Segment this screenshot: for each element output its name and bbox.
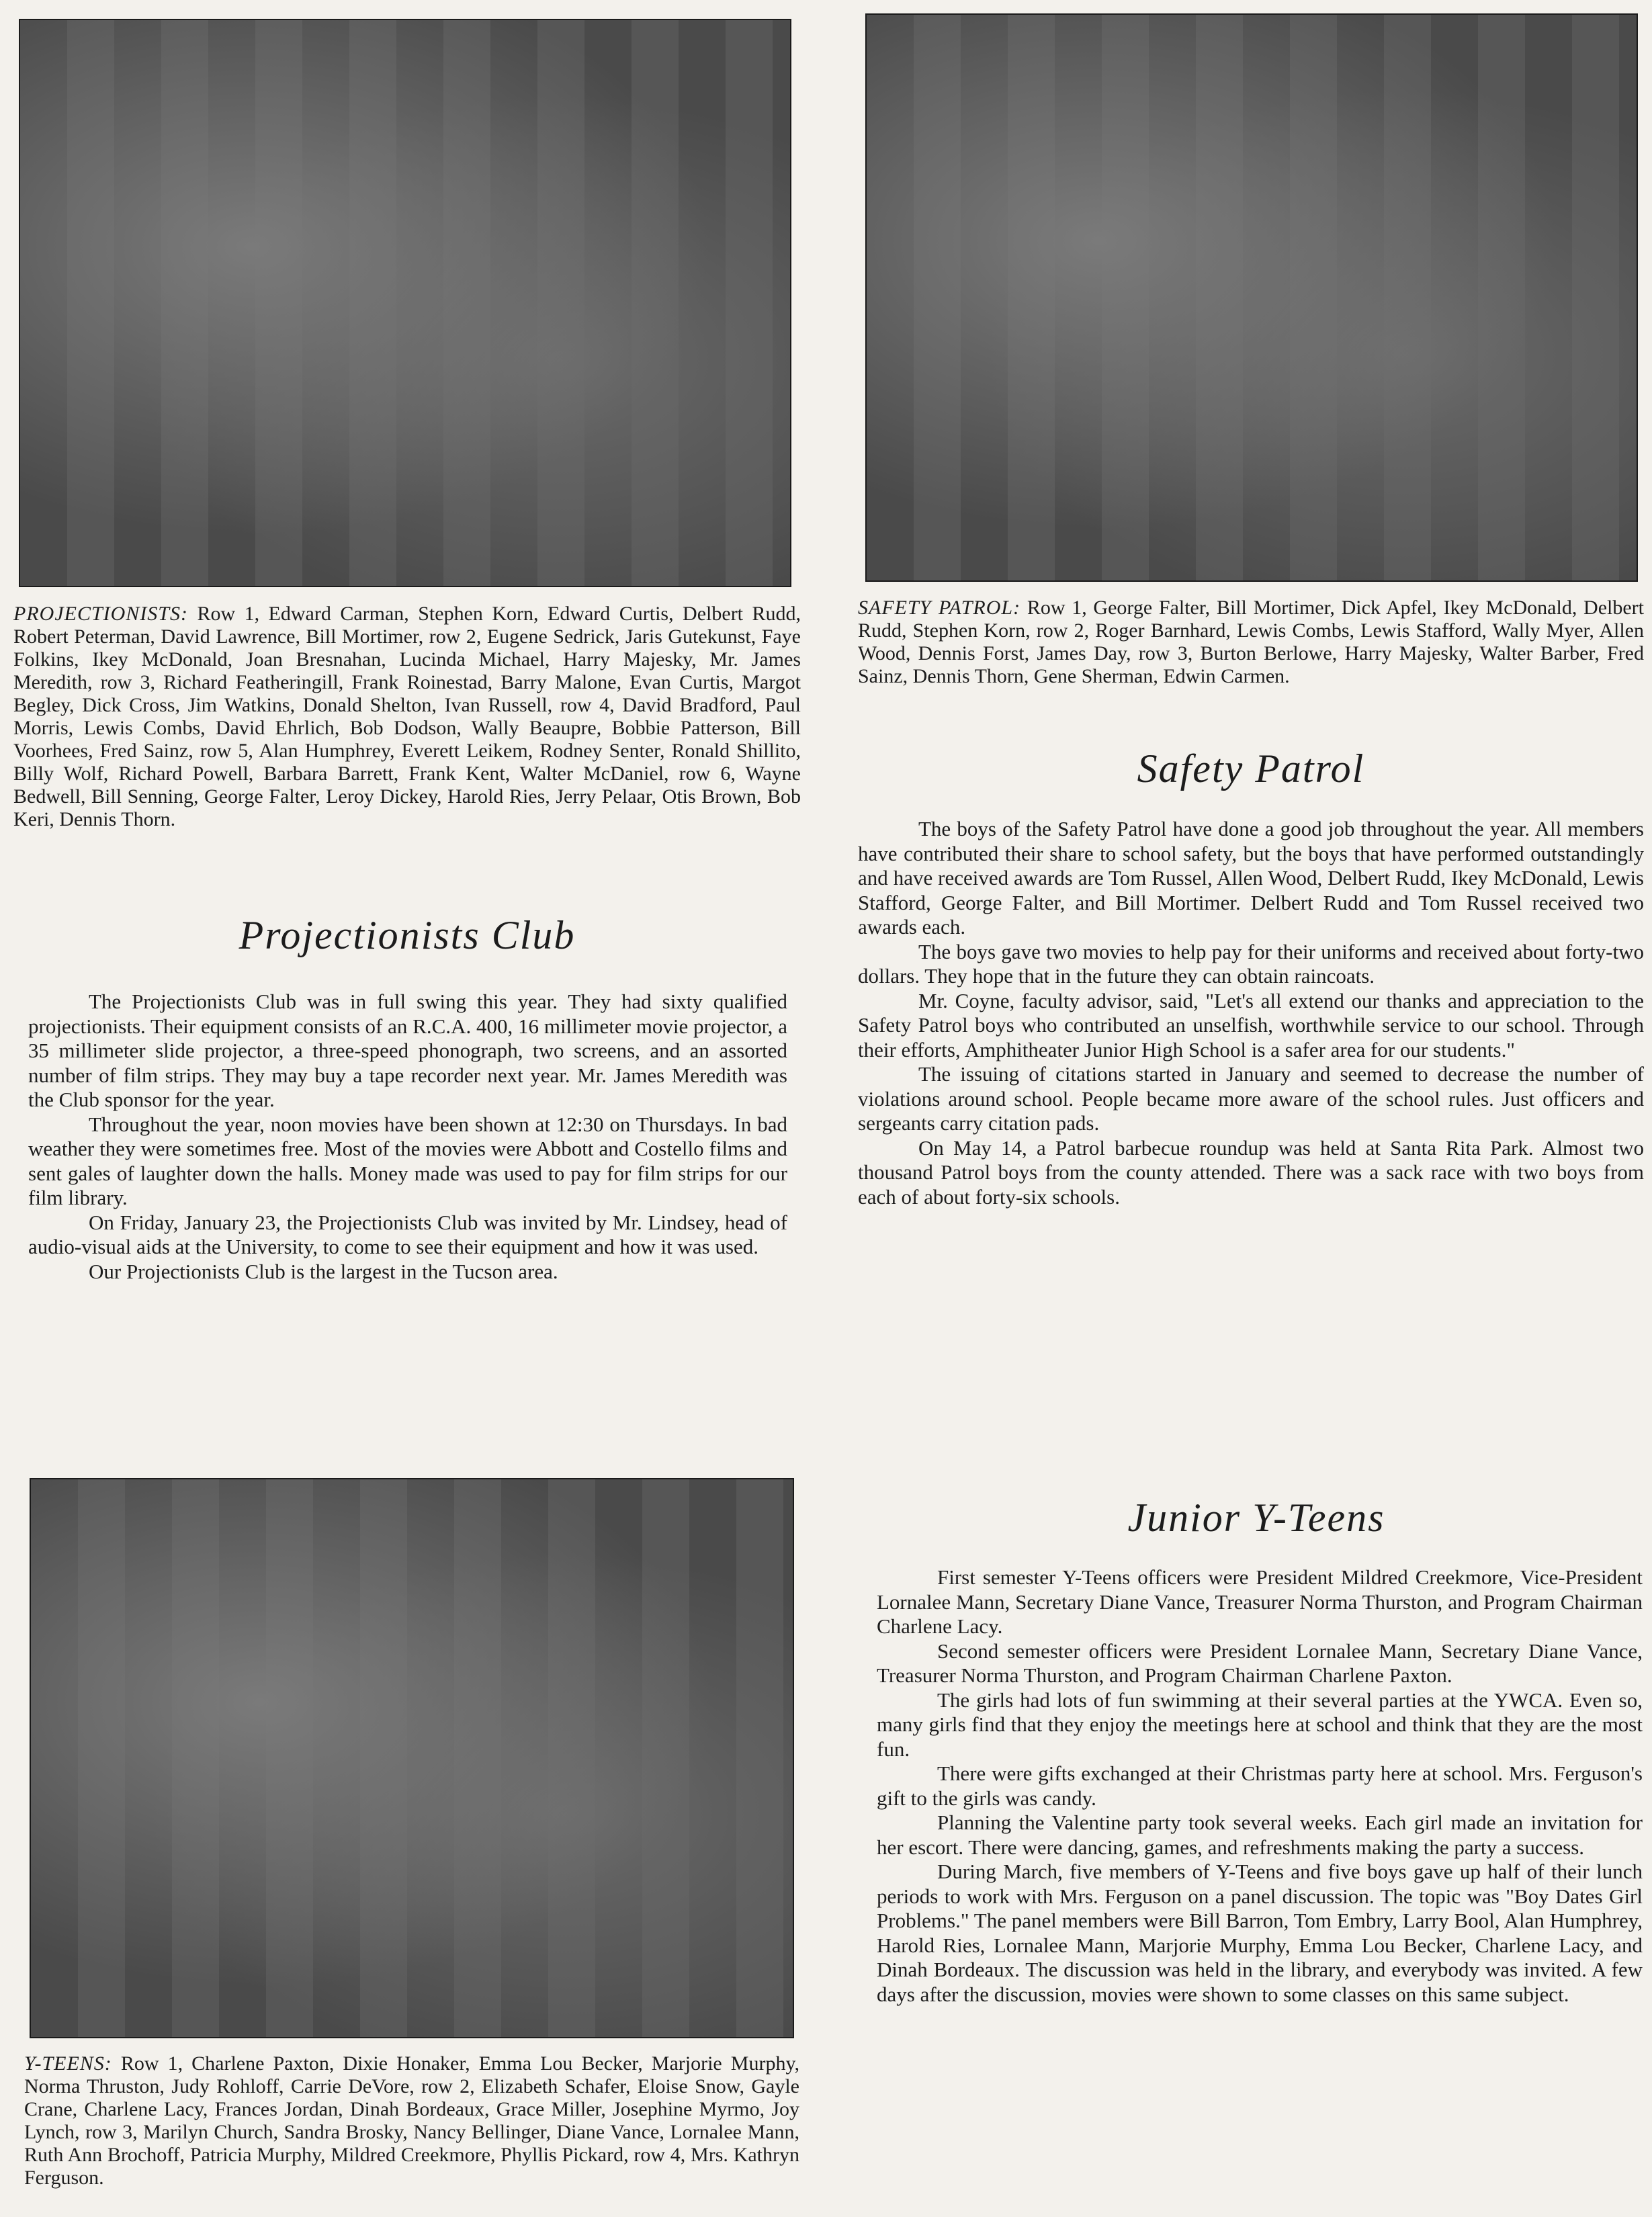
safety-patrol-paragraph-5: On May 14, a Patrol barbecue roundup was held at Santa Rita Park. Almost two thousand Patrol boys from the county attended. There was a sack race with two boys from each of about forty-six schools.	[858, 1135, 1644, 1209]
safety-patrol-heading: Safety Patrol	[1137, 746, 1365, 791]
y-teens-caption	[24, 2052, 799, 2189]
y-teens-caption-text: Row 1, Charlene Paxton, Dixie Honaker, Emma Lou Becker, Marjorie Murphy, Norma Thruston, Judy Rohloff, Carrie DeVore, row 2, Elizabeth Schafer, Eloise Snow, Gayle Crane, Charlene Lacy, Frances Jordan, Dinah Bordeaux, Grace Miller, Josephine Myrmo, Joy Lynch, row 3, Marilyn Church, Sandra Brosky, Nancy Bellinger, Diane Vance, Lornalee Mann, Ruth Ann Brochoff, Patricia Murphy, Mildred Creekmore, Phyllis Pickard, row 4, Mrs. Kathryn Ferguson.	[24, 2052, 799, 2189]
safety-patrol-caption-label: SAFETY PATROL:	[858, 597, 1021, 619]
projectionists-caption-text: Row 1, Edward Carman, Stephen Korn, Edward Curtis, Delbert Rudd, Robert Peterman, David Lawrence, Bill Mortimer, row 2, Eugene Sedrick, Jaris Gutekunst, Faye Folkins, Ikey McDonald, Joan Bresnahan, Lucinda Michael, Harry Majesky, Mr. James Meredith, row 3, Richard Featheringill, Frank Roinestad, Barry Malone, Evan Curtis, Margot Begley, Dick Cross, Jim Watkins, Donald Shelton, Ivan Russell, row 4, David Bradford, Paul Morris, Lewis Combs, David Ehrlich, Bob Dodson, Wally Beaupre, Bobbie Patterson, Bill Voorhees, Fred Sainz, row 5, Alan Humphrey, Everett Leikem, Rodney Senter, Ronald Shillito, Billy Wolf, Richard Powell, Barbara Barrett, Frank Kent, Walter McDaniel, row 6, Wayne Bedwell, Bill Senning, George Falter, Leroy Dickey, Harold Ries, Jerry Pelaar, Otis Brown, Bob Keri, Dennis Thorn.	[13, 603, 801, 830]
safety-patrol-paragraph-2: The boys gave two movies to help pay for their uniforms and received about forty-two dollars. They hope that in the future they can obtain raincoats.	[858, 939, 1644, 988]
y-teens-caption-label: Y-TEENS:	[24, 2052, 112, 2075]
projectionists-paragraph-1: The Projectionists Club was in full swing this year. They had sixty qualified projectionists. Their equipment consists of an R.C.A. 400, 16 millimeter movie projector, a 35 millimeter slide projector, a three-speed phonograph, two screens, and an assorted number of film strips. They may buy a tape recorder next year. Mr. James Meredith was the Club sponsor for the year.	[28, 990, 787, 1111]
projectionists-caption-label: PROJECTIONISTS:	[13, 603, 188, 625]
projectionists-caption	[13, 603, 801, 831]
projectionists-body	[28, 990, 787, 1284]
y-teens-paragraph-4: There were gifts exchanged at their Christmas party here at school. Mrs. Ferguson's gift to the girls was candy.	[877, 1762, 1643, 1810]
safety-patrol-caption-text: Row 1, George Falter, Bill Mortimer, Dick Apfel, Ikey McDonald, Delbert Rudd, Stephen Korn, row 2, Roger Barnhard, Lewis Combs, Lewis Stafford, Wally Myer, Allen Wood, Dennis Forst, James Day, row 3, Burton Berlowe, Harry Majesky, Walter Barber, Fred Sainz, Dennis Thorn, Gene Sherman, Edwin Carmen.	[858, 597, 1645, 687]
projectionists-heading: Projectionists Club	[238, 913, 576, 957]
projectionists-photo	[19, 19, 791, 587]
y-teens-paragraph-2: Second semester officers were President Lornalee Mann, Secretary Diane Vance, Treasurer Norma Thurston, and Program Chairman Charlene Paxton.	[877, 1639, 1643, 1687]
y-teens-heading: Junior Y-Teens	[1127, 1495, 1385, 1540]
y-teens-paragraph-1: First semester Y-Teens officers were President Mildred Creekmore, Vice-President Lornalee Mann, Secretary Diane Vance, Treasurer Norma Thurston, and Program Chairman Charlene Lacy.	[877, 1565, 1643, 1638]
projectionists-paragraph-3: On Friday, January 23, the Projectionists Club was invited by Mr. Lindsey, head of audio-visual aids at the University, to come to see their equipment and how it was used.	[28, 1210, 787, 1258]
safety-patrol-paragraph-1: The boys of the Safety Patrol have done a good job throughout the year. All members have contributed their share to school safety, but the boys that have performed outstandingly and have received awards are Tom Russel, Allen Wood, Delbert Rudd, Ikey McDonald, Lewis Stafford, George Falter, and Bill Mortimer. Delbert Rudd and Tom Russel received two awards each.	[858, 817, 1644, 939]
y-teens-photo	[30, 1478, 794, 2038]
safety-patrol-body	[858, 817, 1644, 1209]
safety-patrol-paragraph-3: Mr. Coyne, faculty advisor, said, "Let's all extend our thanks and appreciation to the Safety Patrol boys who contributed an unselfish, worthwhile service to our school. Through their efforts, Amphitheater Junior High School is a safer area for our students."	[858, 988, 1644, 1061]
safety-patrol-caption	[858, 597, 1644, 688]
y-teens-body	[877, 1565, 1643, 2007]
y-teens-paragraph-3: The girls had lots of fun swimming at their several parties at the YWCA. Even so, many girls find that they enjoy the meetings here at school and think that they are the most fun.	[877, 1688, 1643, 1761]
y-teens-paragraph-5: Planning the Valentine party took several weeks. Each girl made an invitation for her escort. There were dancing, games, and refreshments making the party a success.	[877, 1811, 1643, 1859]
projectionists-paragraph-4: Our Projectionists Club is the largest in the Tucson area.	[89, 1259, 558, 1283]
safety-patrol-paragraph-4: The issuing of citations started in January and seemed to decrease the number of violations around school. People became more aware of the school rules. Just officers and sergeants carry citation pads.	[858, 1062, 1644, 1135]
safety-patrol-photo	[865, 13, 1638, 582]
projectionists-paragraph-2: Throughout the year, noon movies have been shown at 12:30 on Thursdays. In bad weather they were sometimes free. Most of the movies were Abbott and Costello films and sent gales of laughter down the halls. Money made was used to pay for film strips for our film library.	[28, 1112, 787, 1209]
y-teens-paragraph-6: During March, five members of Y-Teens and five boys gave up half of their lunch periods to work with Mrs. Ferguson on a panel discussion. The topic was "Boy Dates Girl Problems." The panel members were Bill Barron, Tom Embry, Larry Bool, Alan Humphrey, Harold Ries, Lornalee Mann, Marjorie Murphy, Emma Lou Becker, Charlene Lacy, and Dinah Bordeaux. The discussion was held in the library, and everybody was invited. A few days after the discussion, movies were shown to some classes on this same subject.	[877, 1860, 1643, 2006]
